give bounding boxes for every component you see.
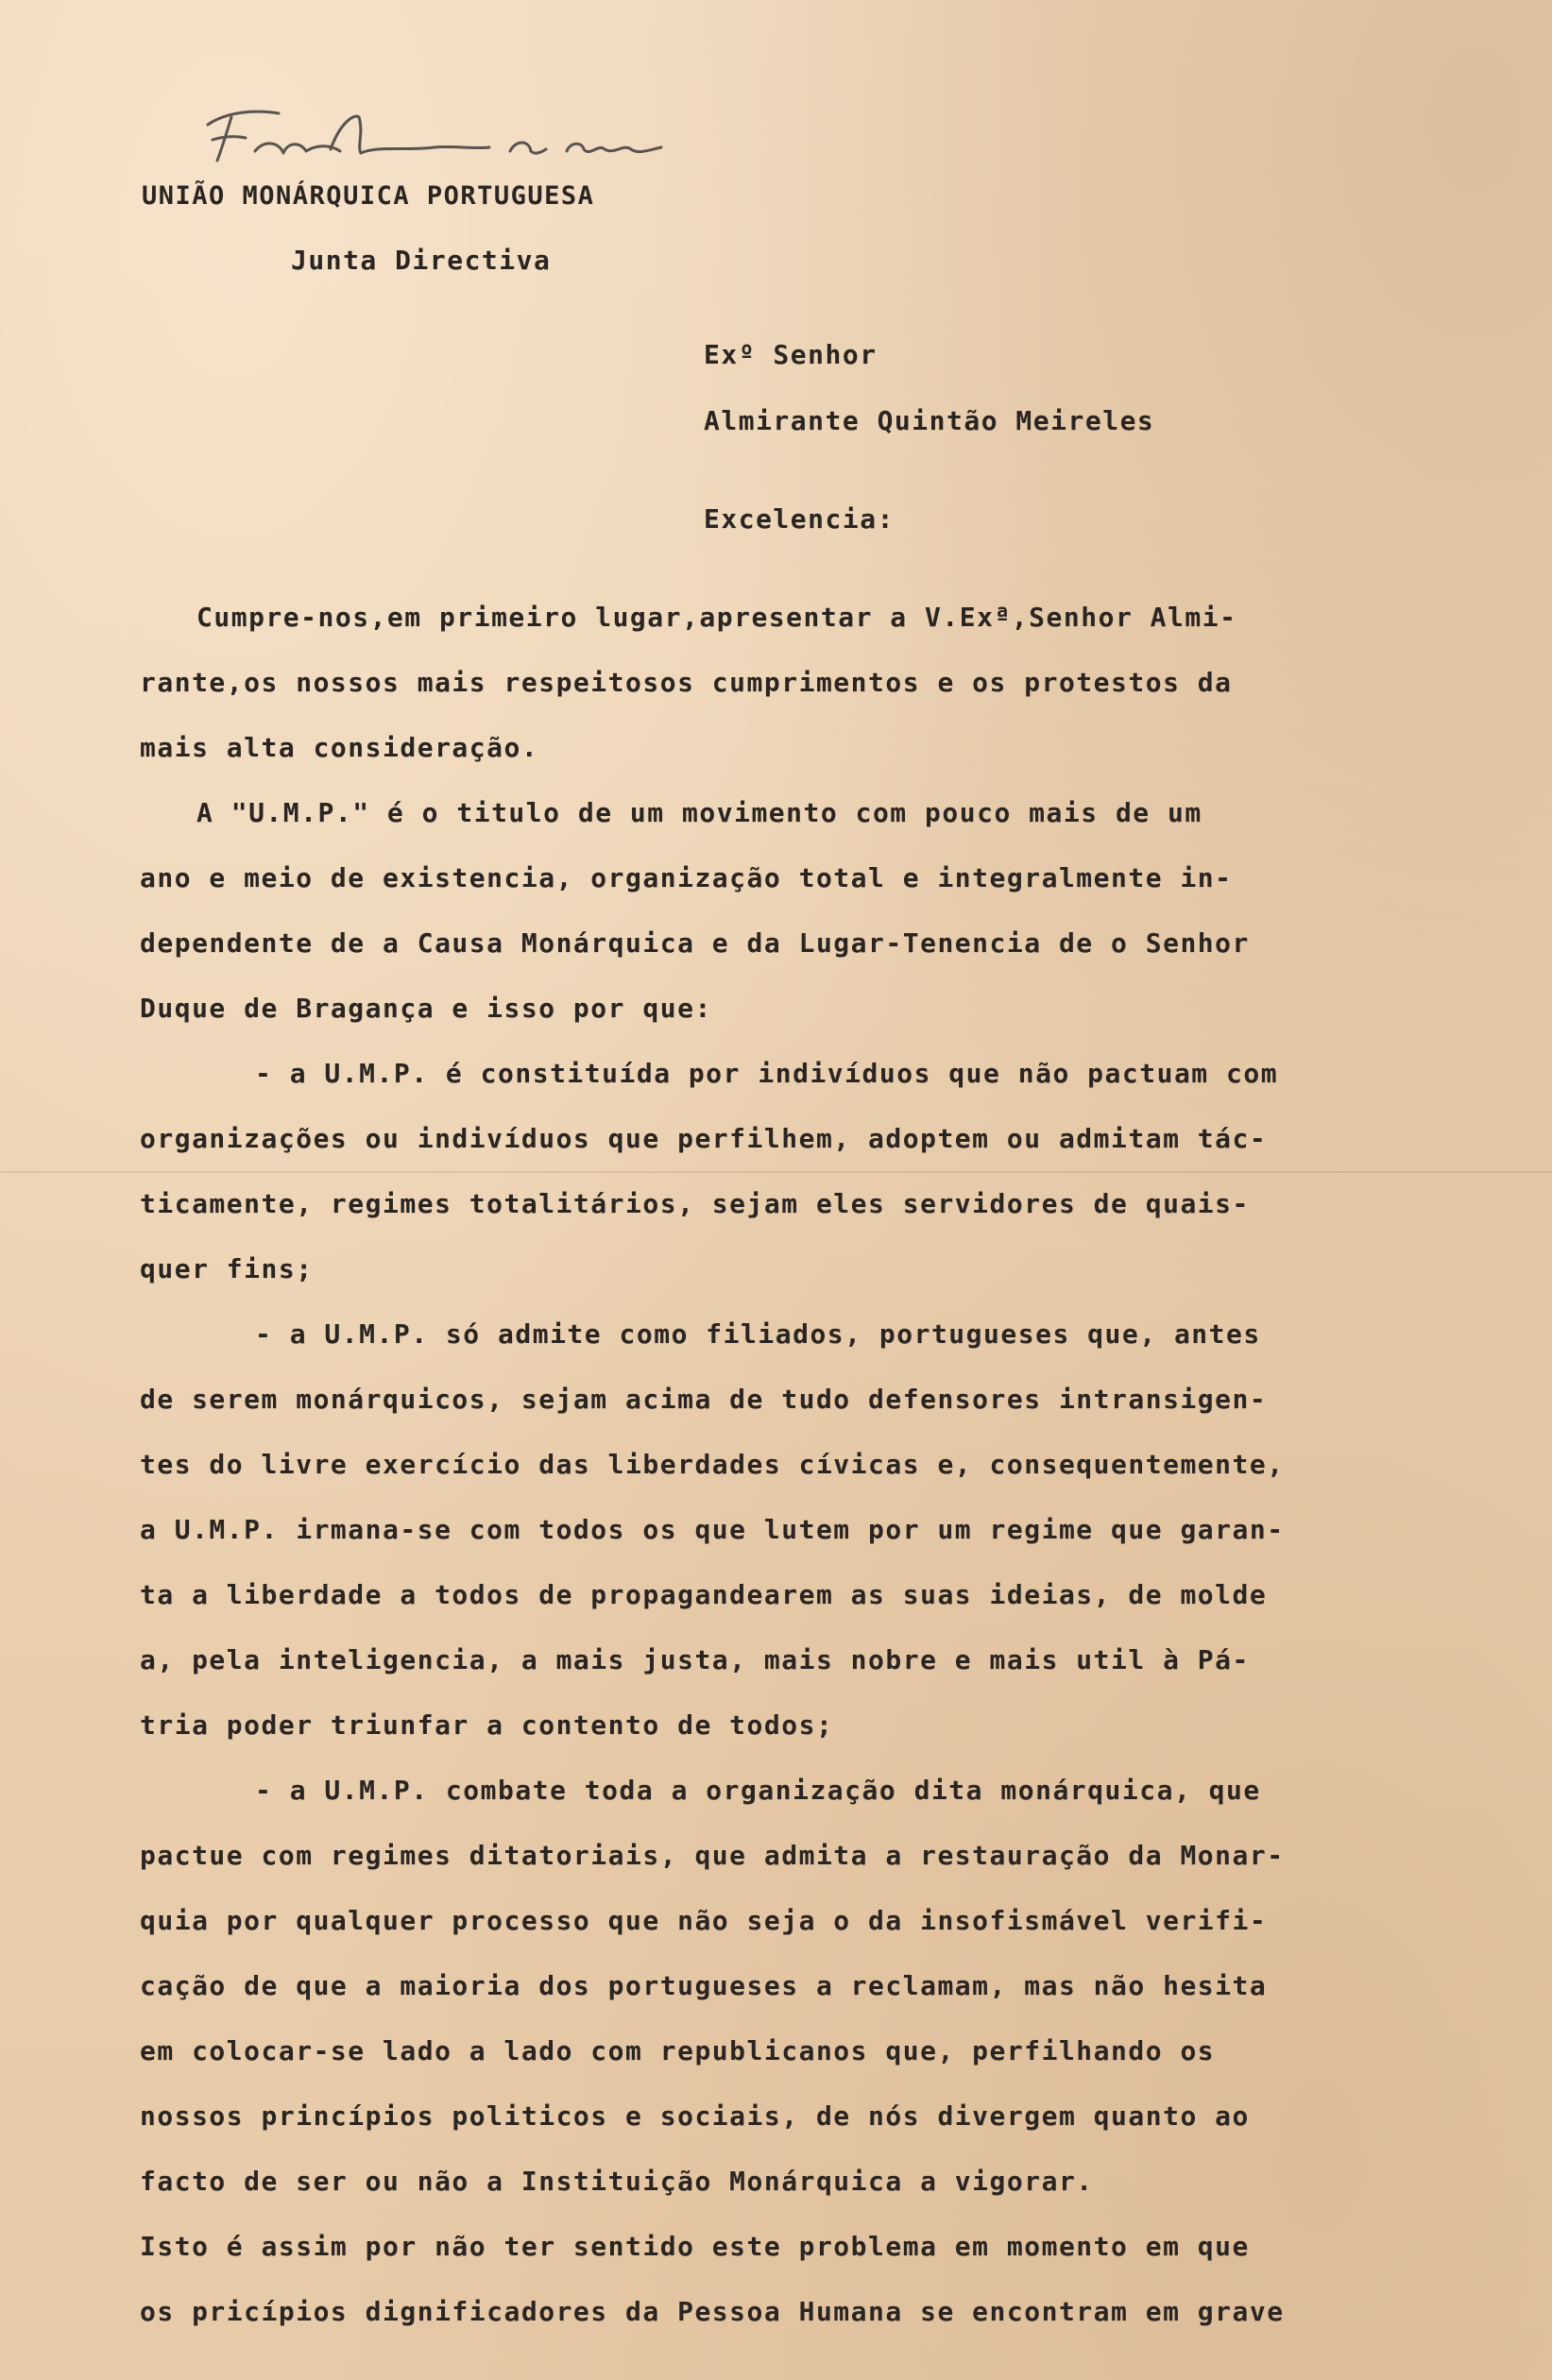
body-line: cação de que a maioria dos portugueses a reclamam, mas não hesita (140, 1970, 1268, 2001)
body-line: rante,os nossos mais respeitosos cumprimentos e os protestos da (140, 667, 1233, 698)
handwriting-scribble (189, 104, 680, 170)
body-line: quia por qualquer processo que não seja o da insofismável verifi- (140, 1905, 1268, 1936)
body-line: dependente de a Causa Monárquica e da Lugar-Tenencia de o Senhor (140, 927, 1250, 959)
handwritten-annotation (189, 104, 680, 170)
body-line: a, pela inteligencia, a mais justa, mais nobre e mais util à Pá- (140, 1644, 1250, 1675)
body-line: - a U.M.P. só admite como filiados, portugueses que, antes (255, 1318, 1261, 1350)
body-line: A "U.M.P." é o titulo de um movimento com pouco mais de um (196, 797, 1202, 828)
body-line: os pricípios dignificadores da Pessoa Humana se encontram em grave (140, 2296, 1285, 2327)
body-line: pactue com regimes ditatoriais, que admita a restauração da Monar- (140, 1840, 1285, 1871)
body-line: em colocar-se lado a lado com republicanos que, perfilhando os (140, 2035, 1216, 2066)
body-line: a U.M.P. irmana-se com todos os que lutem por um regime que garan- (140, 1514, 1285, 1545)
body-line: ano e meio de existencia, organização total e integralmente in- (140, 862, 1233, 893)
body-line: tria poder triunfar a contento de todos; (140, 1709, 834, 1741)
body-line: Isto é assim por não ter sentido este problema em momento em que (140, 2231, 1250, 2262)
greeting: Excelencia: (704, 503, 895, 535)
body-line: mais alta consideração. (140, 732, 539, 763)
body-line: tes do livre exercício das liberdades cívicas e, consequentemente, (140, 1449, 1285, 1480)
body-line: - a U.M.P. combate toda a organização dita monárquica, que (255, 1775, 1261, 1806)
body-line: de serem monárquicos, sejam acima de tudo defensores intransigen- (140, 1384, 1268, 1415)
body-line: nossos princípios politicos e sociais, de nós divergem quanto ao (140, 2100, 1250, 2132)
body-line: Duque de Bragança e isso por que: (140, 993, 712, 1024)
body-line: Cumpre-nos,em primeiro lugar,apresentar a V.Exª,Senhor Almi- (196, 602, 1237, 633)
body-line: ticamente, regimes totalitários, sejam eles servidores de quais- (140, 1188, 1250, 1219)
body-line: ta a liberdade a todos de propagandearem as suas ideias, de molde (140, 1579, 1268, 1610)
board-name: Junta Directiva (291, 245, 552, 276)
body-line: quer fins; (140, 1253, 314, 1284)
body-line: - a U.M.P. é constituída por indivíduos que não pactuam com (255, 1058, 1279, 1089)
paper-fold-line (0, 1171, 1552, 1173)
organization-name: UNIÃO MONÁRQUICA PORTUGUESA (142, 181, 595, 211)
salutation-title: Exº Senhor (704, 339, 878, 370)
recipient-name: Almirante Quintão Meireles (704, 405, 1155, 436)
body-line: facto de ser ou não a Instituição Monárquica a vigorar. (140, 2166, 1094, 2197)
body-line: organizações ou indivíduos que perfilhem, adoptem ou admitam tác- (140, 1123, 1268, 1154)
